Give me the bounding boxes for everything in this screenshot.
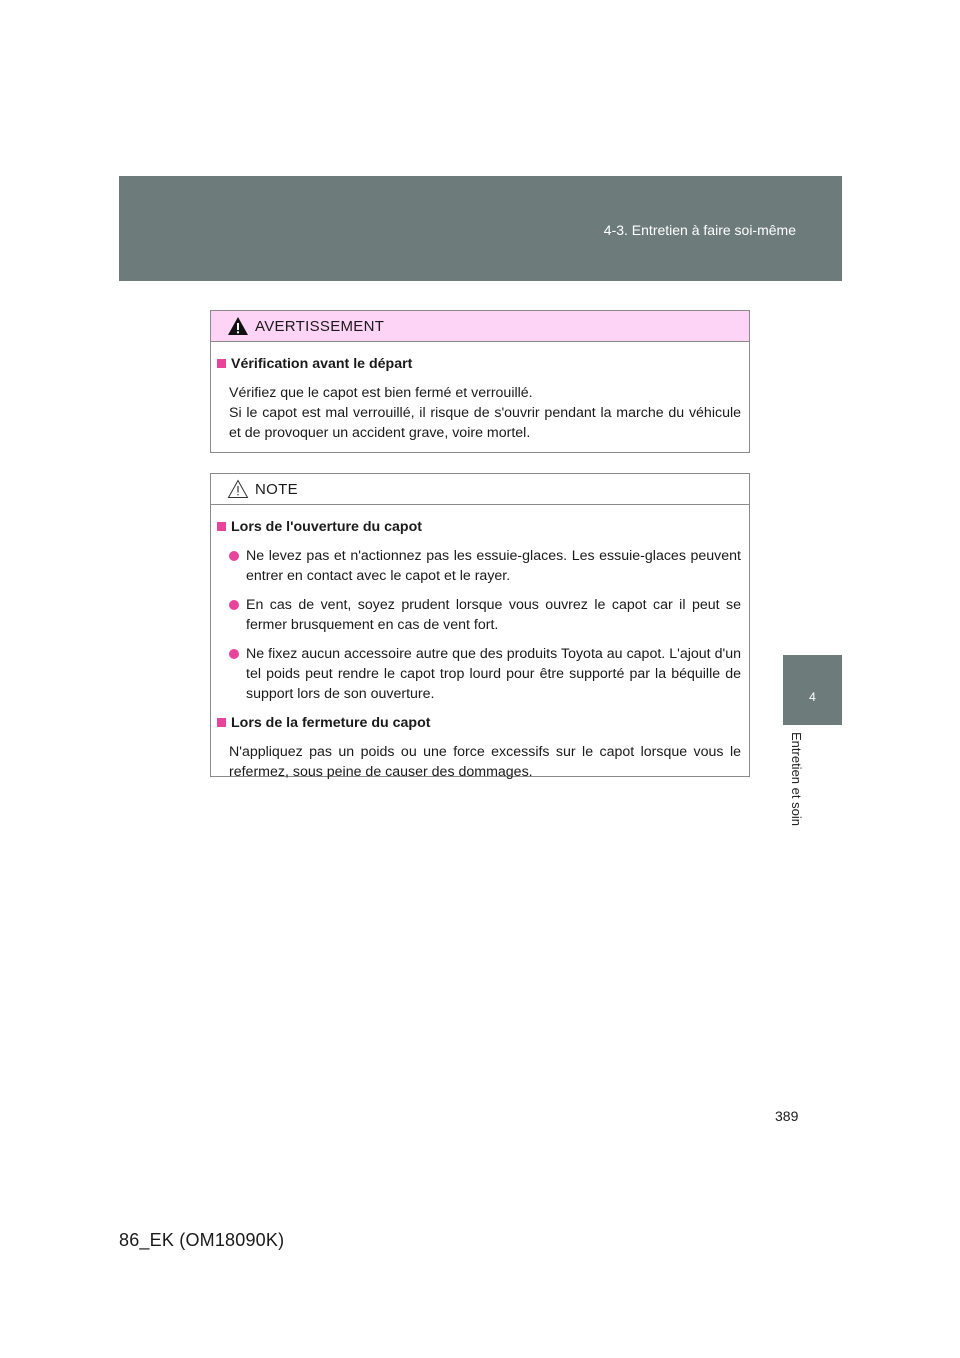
- caution-icon: [227, 479, 249, 499]
- warning-icon: [227, 316, 249, 336]
- warning-box: [210, 310, 750, 453]
- warning-line-2: Si le capot est mal verrouillé, il risque de s'ouvrir pendant la marche du véhicule et de provoquer un accident grave, voire mortel.: [229, 405, 741, 441]
- list-item: [229, 595, 741, 635]
- square-bullet-icon: [217, 522, 226, 531]
- note-header: [211, 474, 749, 505]
- warning-title: AVERTISSEMENT: [255, 317, 385, 335]
- round-bullet-icon: [229, 600, 239, 610]
- document-code: 86_EK (OM18090K): [119, 1230, 285, 1250]
- note-text: N'appliquez pas un poids ou une force excessifs sur le capot lorsque vous le refermez, sous peine de causer des dommages.: [229, 744, 741, 780]
- chapter-label: Entretien et soin: [789, 732, 804, 826]
- warning-heading: [217, 354, 741, 374]
- note-heading-2: [217, 713, 741, 733]
- note-heading-1: [217, 517, 741, 537]
- warning-line-1: Vérifiez que le capot est bien fermé et verrouillé.: [229, 385, 533, 401]
- round-bullet-icon: [229, 551, 239, 561]
- list-item-text: Ne fixez aucun accessoire autre que des produits Toyota au capot. L'ajout d'un tel poids peut rendre le capot trop lourd pour être supporté par la béquille de support lors de son ouverture.: [246, 646, 741, 702]
- section-title: 4-3. Entretien à faire soi-même: [603, 222, 796, 238]
- note-title: NOTE: [255, 480, 298, 498]
- warning-header: [211, 311, 749, 342]
- note-box: [210, 473, 750, 780]
- note-heading-2-text: Lors de la fermeture du capot: [231, 715, 431, 731]
- warning-heading-text: Vérification avant le départ: [231, 356, 413, 372]
- list-item: [229, 546, 741, 586]
- square-bullet-icon: [217, 359, 226, 368]
- page-number: 389: [775, 1108, 799, 1124]
- warning-text: [229, 383, 741, 443]
- list-item-text: Ne levez pas et n'actionnez pas les essuie-glaces. Les essuie-glaces peuvent entrer en contact avec le capot et le rayer.: [246, 548, 741, 584]
- list-item-text: En cas de vent, soyez prudent lorsque vous ouvrez le capot car il peut se fermer brusquement en cas de vent fort.: [246, 597, 741, 633]
- chapter-tab: [783, 655, 842, 725]
- note-heading-1-text: Lors de l'ouverture du capot: [231, 519, 422, 535]
- round-bullet-icon: [229, 649, 239, 659]
- chapter-number: 4: [809, 690, 816, 704]
- square-bullet-icon: [217, 718, 226, 727]
- header-band: [119, 176, 842, 281]
- list-item: [229, 644, 741, 704]
